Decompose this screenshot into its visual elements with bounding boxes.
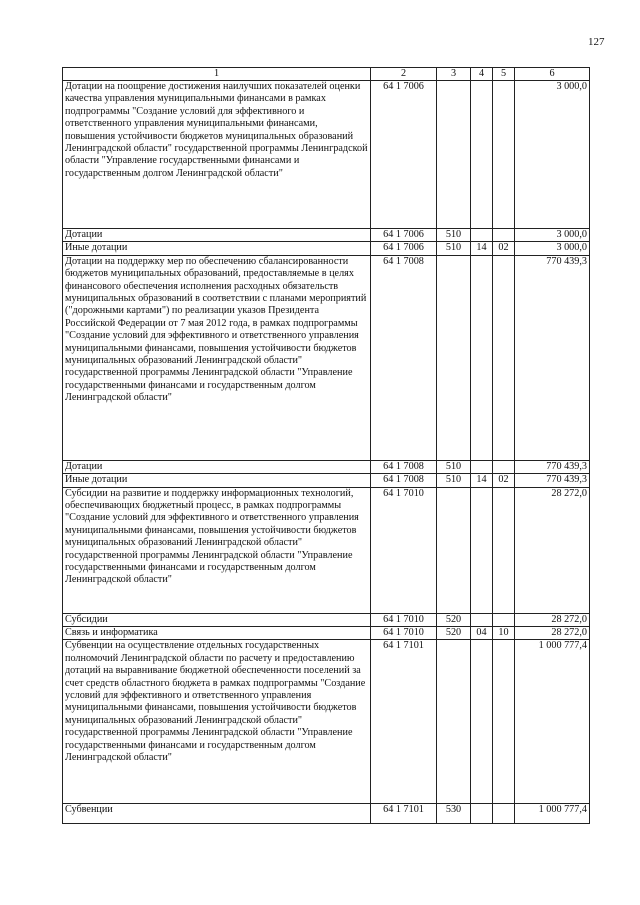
row-amount-cell: 3 000,0 — [515, 229, 590, 242]
row-name-cell: Дотации на поддержку мер по обеспечению сбалансированности бюджетов муниципальных образований, предоставляемые в целях финансового обеспечения исполнения расходных обязательств муниципальных образований в соответствии с планами мероприятий ("дорожными картами") по реализации указов Президента Российской Федерации от 7 мая 2012 года, в рамках подпрограммы "Создание условий для эффективного и ответственного управления муниципальными финансами, повышения устойчивости бюджетов муниципальных образований Ленинградской области" государственной программы Ленинградской области "Управление государственными финансами и государственным долгом Ленинградской области" — [63, 255, 371, 460]
table-row — [63, 474, 590, 487]
row-name-cell: Субвенции — [63, 804, 371, 824]
row-amount-cell: 1 000 777,4 — [515, 804, 590, 824]
row-col5-cell: 10 — [493, 627, 515, 640]
column-header: 6 — [515, 68, 590, 81]
table-row — [63, 640, 590, 804]
table-row — [63, 627, 590, 640]
row-col5-cell — [493, 460, 515, 473]
row-code-cell: 64 1 7101 — [371, 804, 437, 824]
table-row — [63, 242, 590, 255]
table-row — [63, 81, 590, 229]
column-header: 2 — [371, 68, 437, 81]
row-name-cell: Субвенции на осуществление отдельных государственных полномочий Ленинградской области по расчету и предоставлению дотаций на выравнивание бюджетной обеспеченности поселений за счет средств областного бюджета в рамках подпрограммы "Создание условий для эффективного и ответственного управления муниципальными финансами, повышения устойчивости бюджетов муниципальных образований Ленинградской области" государственной программы Ленинградской области "Управление государственными финансами и государственным долгом Ленинградской области" — [63, 640, 371, 804]
row-name-cell: Иные дотации — [63, 474, 371, 487]
row-name-cell: Субсидии на развитие и поддержку информационных технологий, обеспечивающих бюджетный процесс, в рамках подпрограммы "Создание условий для эффективного и ответственного управления муниципальными финансами, повышения устойчивости бюджетов муниципальных образований Ленинградской области" государственной программы Ленинградской области "Управление государственными финансами и государственным долгом Ленинградской области" — [63, 487, 371, 613]
row-col4-cell — [471, 229, 493, 242]
row-amount-cell: 770 439,3 — [515, 460, 590, 473]
row-code-cell: 64 1 7010 — [371, 627, 437, 640]
row-col3-cell: 510 — [437, 242, 471, 255]
row-code-cell: 64 1 7008 — [371, 255, 437, 460]
row-col4-cell — [471, 613, 493, 626]
row-col5-cell — [493, 487, 515, 613]
row-col5-cell: 02 — [493, 474, 515, 487]
row-col3-cell: 520 — [437, 627, 471, 640]
row-col5-cell — [493, 255, 515, 460]
row-name-cell: Дотации — [63, 460, 371, 473]
row-col5-cell — [493, 81, 515, 229]
row-col3-cell: 510 — [437, 460, 471, 473]
row-col3-cell: 530 — [437, 804, 471, 824]
table-row — [63, 487, 590, 613]
row-col5-cell — [493, 229, 515, 242]
row-col4-cell — [471, 640, 493, 804]
row-col4-cell — [471, 460, 493, 473]
row-amount-cell: 770 439,3 — [515, 474, 590, 487]
row-code-cell: 64 1 7101 — [371, 640, 437, 804]
row-col3-cell — [437, 640, 471, 804]
table-row — [63, 255, 590, 460]
row-col3-cell: 510 — [437, 474, 471, 487]
row-col4-cell — [471, 81, 493, 229]
row-col5-cell — [493, 613, 515, 626]
budget-table — [62, 67, 590, 824]
row-col4-cell: 04 — [471, 627, 493, 640]
row-code-cell: 64 1 7008 — [371, 460, 437, 473]
row-col3-cell — [437, 81, 471, 229]
row-col4-cell — [471, 804, 493, 824]
table-row — [63, 613, 590, 626]
row-name-cell: Субсидии — [63, 613, 371, 626]
row-code-cell: 64 1 7010 — [371, 613, 437, 626]
row-col3-cell — [437, 487, 471, 613]
table-header-row — [63, 68, 590, 81]
column-header: 4 — [471, 68, 493, 81]
row-name-cell: Иные дотации — [63, 242, 371, 255]
row-code-cell: 64 1 7008 — [371, 474, 437, 487]
row-col3-cell: 510 — [437, 229, 471, 242]
column-header: 3 — [437, 68, 471, 81]
row-name-cell: Дотации на поощрение достижения наилучших показателей оценки качества управления муниципальными финансами в рамках подпрограммы "Создание условий для эффективного и ответственного управления муниципальными финансами, повышения устойчивости бюджетов муниципальных образований Ленинградской области" государственной программы Ленинградской области "Управление государственными финансами и государственным долгом Ленинградской области" — [63, 81, 371, 229]
row-amount-cell: 28 272,0 — [515, 627, 590, 640]
row-amount-cell: 3 000,0 — [515, 242, 590, 255]
row-name-cell: Дотации — [63, 229, 371, 242]
row-col4-cell — [471, 487, 493, 613]
row-code-cell: 64 1 7006 — [371, 81, 437, 229]
row-col3-cell: 520 — [437, 613, 471, 626]
row-col4-cell: 14 — [471, 474, 493, 487]
row-amount-cell: 28 272,0 — [515, 487, 590, 613]
column-header: 1 — [63, 68, 371, 81]
row-code-cell: 64 1 7010 — [371, 487, 437, 613]
row-col4-cell — [471, 255, 493, 460]
row-amount-cell: 3 000,0 — [515, 81, 590, 229]
row-code-cell: 64 1 7006 — [371, 229, 437, 242]
table-row — [63, 804, 590, 824]
row-amount-cell: 770 439,3 — [515, 255, 590, 460]
row-amount-cell: 28 272,0 — [515, 613, 590, 626]
row-col4-cell: 14 — [471, 242, 493, 255]
row-col3-cell — [437, 255, 471, 460]
row-name-cell: Связь и информатика — [63, 627, 371, 640]
row-col5-cell — [493, 804, 515, 824]
column-header: 5 — [493, 68, 515, 81]
table-row — [63, 460, 590, 473]
table-row — [63, 229, 590, 242]
row-code-cell: 64 1 7006 — [371, 242, 437, 255]
row-amount-cell: 1 000 777,4 — [515, 640, 590, 804]
row-col5-cell — [493, 640, 515, 804]
page-number: 127 — [588, 36, 605, 48]
row-col5-cell: 02 — [493, 242, 515, 255]
